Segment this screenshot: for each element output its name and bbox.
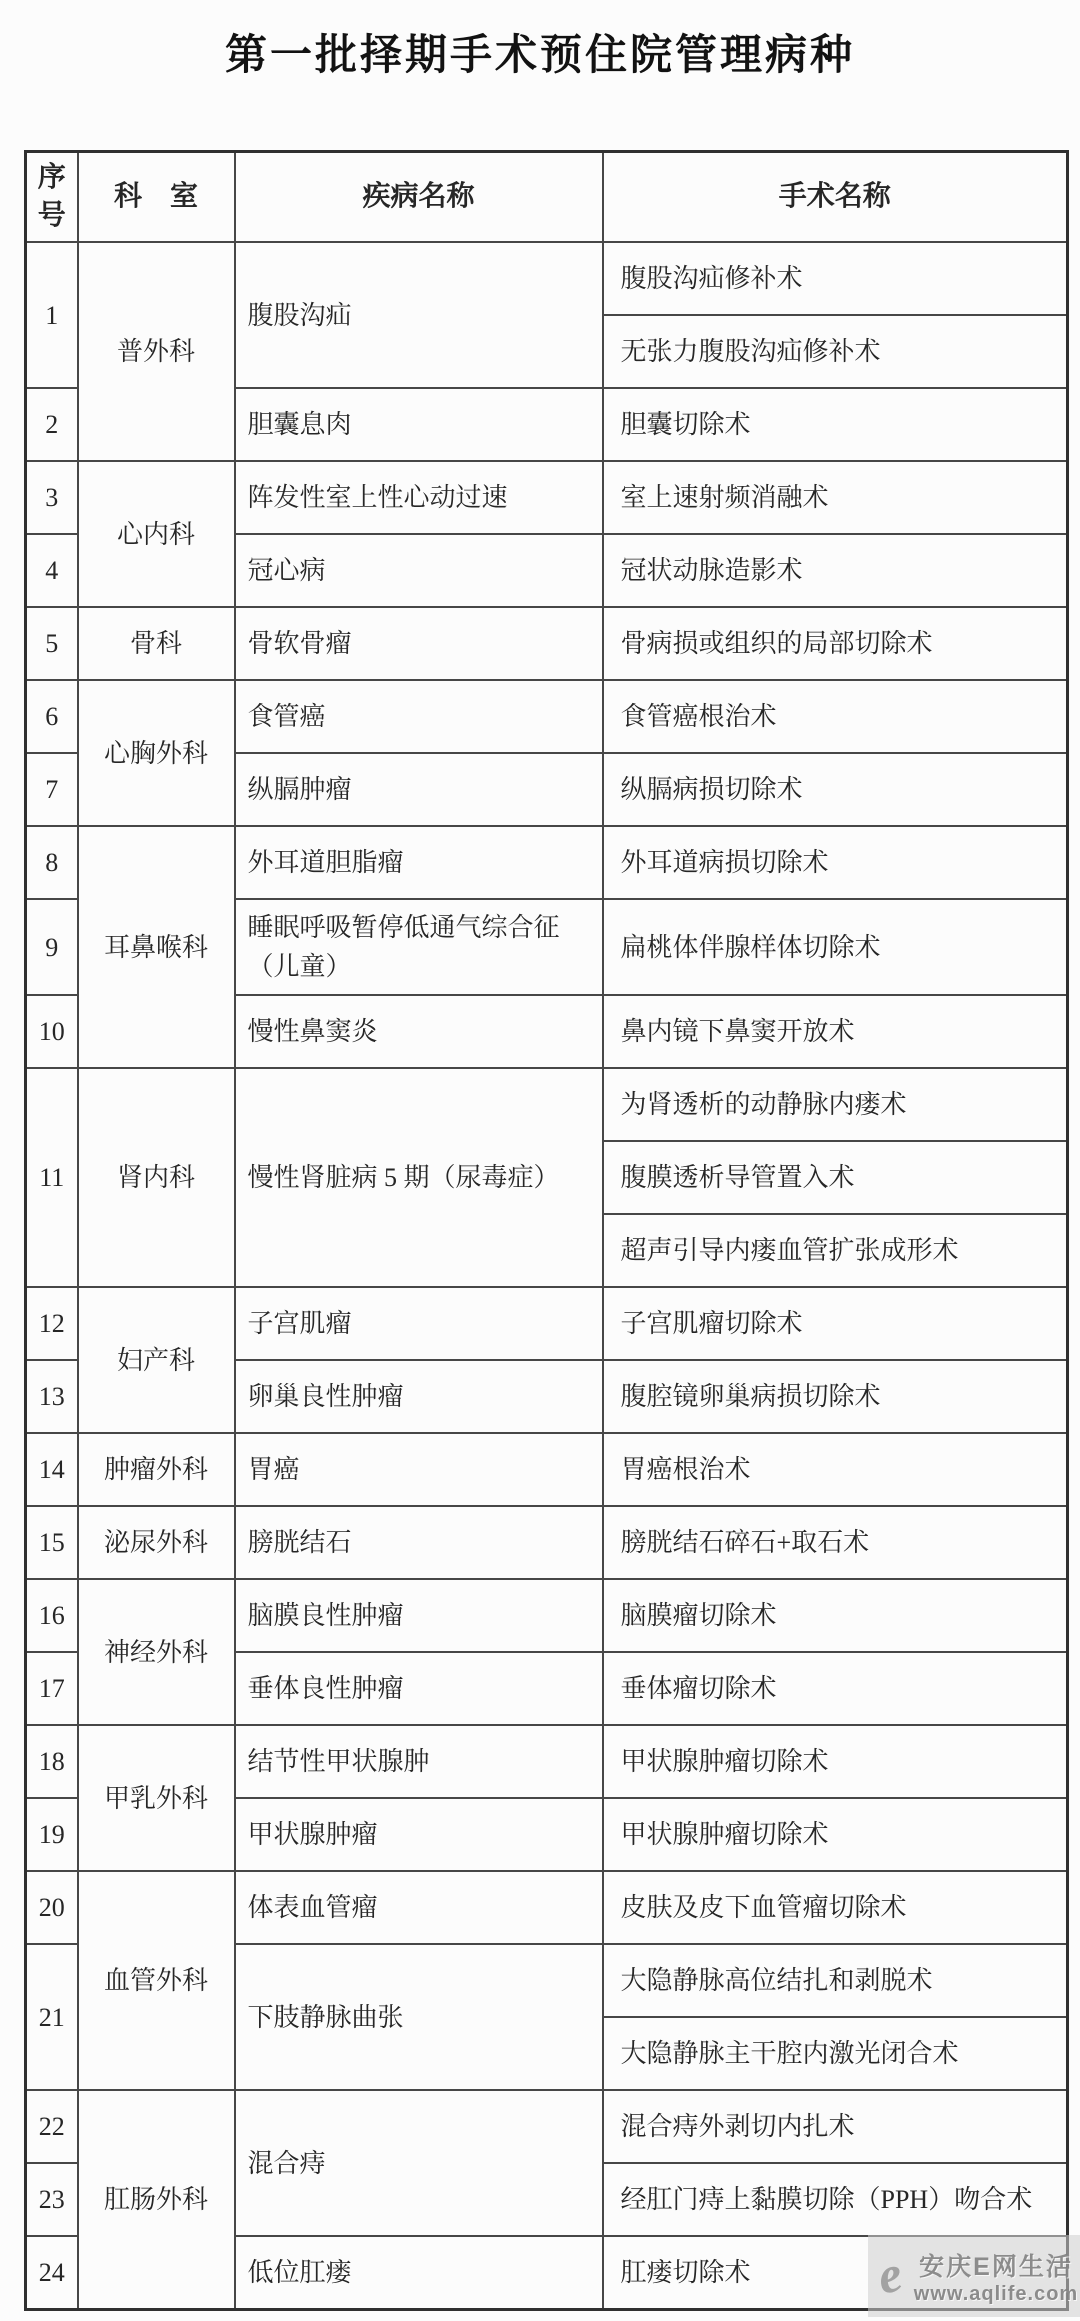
surgery-cell: 经肛门痔上黏膜切除（PPH）吻合术 xyxy=(603,2163,1068,2236)
surgery-cell: 甲状腺肿瘤切除术 xyxy=(603,1725,1068,1798)
seq-cell: 15 xyxy=(26,1506,78,1579)
surgery-cell: 腹腔镜卵巢病损切除术 xyxy=(603,1360,1068,1433)
dept-cell: 耳鼻喉科 xyxy=(78,826,235,1068)
table-row xyxy=(26,1068,1068,1141)
dept-cell: 骨科 xyxy=(78,607,235,680)
disease-cell: 下肢静脉曲张 xyxy=(235,1944,603,2090)
disease-cell: 卵巢良性肿瘤 xyxy=(235,1360,603,1433)
table-row xyxy=(26,680,1068,753)
surgery-cell: 为肾透析的动静脉内瘘术 xyxy=(603,1068,1068,1141)
surgery-cell: 腹膜透析导管置入术 xyxy=(603,1141,1068,1214)
table-row xyxy=(26,461,1068,534)
surgery-cell: 皮肤及皮下血管瘤切除术 xyxy=(603,1871,1068,1944)
disease-cell: 低位肛瘘 xyxy=(235,2236,603,2309)
col-header-disease: 疾病名称 xyxy=(235,152,603,243)
disease-cell: 膀胱结石 xyxy=(235,1506,603,1579)
seq-cell: 18 xyxy=(26,1725,78,1798)
disease-cell: 体表血管瘤 xyxy=(235,1871,603,1944)
surgery-cell: 脑膜瘤切除术 xyxy=(603,1579,1068,1652)
seq-cell: 7 xyxy=(26,753,78,826)
disease-cell: 子宫肌瘤 xyxy=(235,1287,603,1360)
seq-cell: 3 xyxy=(26,461,78,534)
seq-cell: 4 xyxy=(26,534,78,607)
disease-cell: 混合痔 xyxy=(235,2090,603,2236)
seq-cell: 8 xyxy=(26,826,78,899)
seq-cell: 24 xyxy=(26,2236,78,2309)
disease-cell: 甲状腺肿瘤 xyxy=(235,1798,603,1871)
disease-cell: 脑膜良性肿瘤 xyxy=(235,1579,603,1652)
dept-cell: 心内科 xyxy=(78,461,235,607)
col-header-dept: 科 室 xyxy=(78,152,235,243)
surgery-cell: 大隐静脉主干腔内激光闭合术 xyxy=(603,2017,1068,2090)
surgery-cell: 外耳道病损切除术 xyxy=(603,826,1068,899)
watermark-text xyxy=(912,2247,1080,2306)
table-row xyxy=(26,2090,1068,2163)
seq-cell: 2 xyxy=(26,388,78,461)
disease-cell: 骨软骨瘤 xyxy=(235,607,603,680)
watermark-e-logo-icon: e xyxy=(872,2245,908,2306)
dept-cell: 肛肠外科 xyxy=(78,2090,235,2309)
disease-cell: 垂体良性肿瘤 xyxy=(235,1652,603,1725)
dept-cell: 妇产科 xyxy=(78,1287,235,1433)
col-header-seq: 序号 xyxy=(26,152,78,243)
surgery-cell: 子宫肌瘤切除术 xyxy=(603,1287,1068,1360)
surgery-cell: 纵膈病损切除术 xyxy=(603,753,1068,826)
disease-cell: 纵膈肿瘤 xyxy=(235,753,603,826)
disease-cell: 阵发性室上性心动过速 xyxy=(235,461,603,534)
seq-cell: 13 xyxy=(26,1360,78,1433)
dept-cell: 甲乳外科 xyxy=(78,1725,235,1871)
seq-cell: 1 xyxy=(26,242,78,388)
seq-cell: 19 xyxy=(26,1798,78,1871)
table-header-row xyxy=(26,152,1068,243)
disease-cell: 外耳道胆脂瘤 xyxy=(235,826,603,899)
dept-cell: 泌尿外科 xyxy=(78,1506,235,1579)
seq-cell: 20 xyxy=(26,1871,78,1944)
disease-cell: 胆囊息肉 xyxy=(235,388,603,461)
surgery-cell: 冠状动脉造影术 xyxy=(603,534,1068,607)
dept-cell: 肿瘤外科 xyxy=(78,1433,235,1506)
watermark xyxy=(868,2235,1080,2317)
surgery-cell: 胆囊切除术 xyxy=(603,388,1068,461)
surgery-cell: 鼻内镜下鼻窦开放术 xyxy=(603,995,1068,1068)
surgery-cell: 混合痔外剥切内扎术 xyxy=(603,2090,1068,2163)
seq-cell: 22 xyxy=(26,2090,78,2163)
seq-cell: 5 xyxy=(26,607,78,680)
dept-cell: 心胸外科 xyxy=(78,680,235,826)
surgery-cell: 膀胱结石碎石+取石术 xyxy=(603,1506,1068,1579)
surgery-cell: 骨病损或组织的局部切除术 xyxy=(603,607,1068,680)
watermark-site-name: 安庆E网生活 xyxy=(919,2252,1073,2281)
table-row xyxy=(26,1725,1068,1798)
watermark-site-url: www.aqlife.com xyxy=(913,2282,1079,2305)
surgery-cell: 无张力腹股沟疝修补术 xyxy=(603,315,1068,388)
surgery-cell: 垂体瘤切除术 xyxy=(603,1652,1068,1725)
table-row xyxy=(26,1506,1068,1579)
disease-cell: 食管癌 xyxy=(235,680,603,753)
table-row xyxy=(26,607,1068,680)
disease-cell: 慢性肾脏病 5 期（尿毒症） xyxy=(235,1068,603,1287)
disease-cell: 慢性鼻窦炎 xyxy=(235,995,603,1068)
surgery-cell: 室上速射频消融术 xyxy=(603,461,1068,534)
disease-cell: 胃癌 xyxy=(235,1433,603,1506)
surgery-cell: 扁桃体伴腺样体切除术 xyxy=(603,899,1068,995)
disease-cell: 结节性甲状腺肿 xyxy=(235,1725,603,1798)
disease-cell: 睡眠呼吸暂停低通气综合征（儿童） xyxy=(235,899,603,995)
seq-cell: 23 xyxy=(26,2163,78,2236)
seq-cell: 16 xyxy=(26,1579,78,1652)
disease-cell: 冠心病 xyxy=(235,534,603,607)
table-row xyxy=(26,1287,1068,1360)
disease-surgery-table xyxy=(24,150,1069,2311)
table-row xyxy=(26,1871,1068,1944)
surgery-cell: 腹股沟疝修补术 xyxy=(603,242,1068,315)
seq-cell: 17 xyxy=(26,1652,78,1725)
seq-cell: 6 xyxy=(26,680,78,753)
surgery-cell: 胃癌根治术 xyxy=(603,1433,1068,1506)
surgery-cell: 肛瘘切除术 xyxy=(603,2236,1068,2309)
dept-cell: 普外科 xyxy=(78,242,235,461)
seq-cell: 10 xyxy=(26,995,78,1068)
surgery-cell: 超声引导内瘘血管扩张成形术 xyxy=(603,1214,1068,1287)
col-header-surgery: 手术名称 xyxy=(603,152,1068,243)
surgery-cell: 食管癌根治术 xyxy=(603,680,1068,753)
seq-cell: 14 xyxy=(26,1433,78,1506)
table-row xyxy=(26,242,1068,315)
seq-cell: 21 xyxy=(26,1944,78,2090)
dept-cell: 血管外科 xyxy=(78,1871,235,2090)
dept-cell: 神经外科 xyxy=(78,1579,235,1725)
seq-cell: 12 xyxy=(26,1287,78,1360)
disease-cell: 腹股沟疝 xyxy=(235,242,603,388)
seq-cell: 9 xyxy=(26,899,78,995)
table-row xyxy=(26,1579,1068,1652)
dept-cell: 肾内科 xyxy=(78,1068,235,1287)
table-row xyxy=(26,1433,1068,1506)
table-row xyxy=(26,826,1068,899)
page-title: 第一批择期手术预住院管理病种 xyxy=(224,31,855,78)
surgery-cell: 甲状腺肿瘤切除术 xyxy=(603,1798,1068,1871)
surgery-cell: 大隐静脉高位结扎和剥脱术 xyxy=(603,1944,1068,2017)
seq-cell: 11 xyxy=(26,1068,78,1287)
